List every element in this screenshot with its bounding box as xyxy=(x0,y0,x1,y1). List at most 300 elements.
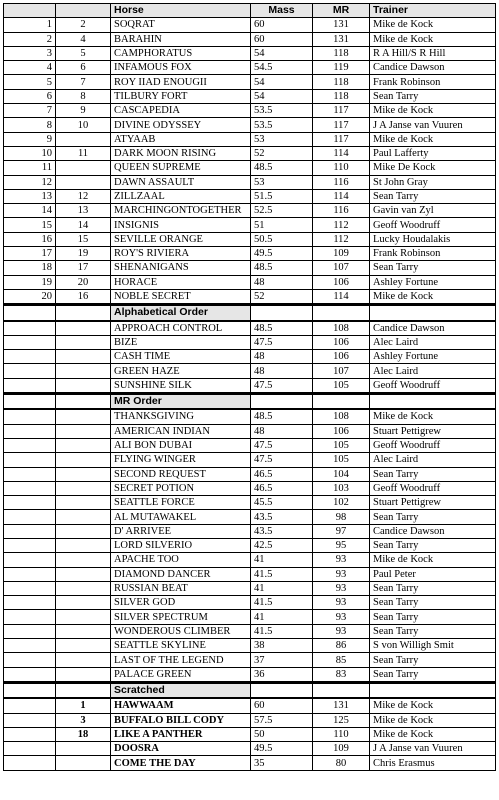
cell-draw xyxy=(56,175,111,189)
cell-trainer: J A Janse van Vuuren xyxy=(370,742,496,756)
cell-mr: 114 xyxy=(313,289,370,304)
cell-draw xyxy=(56,378,111,393)
scratched-row xyxy=(4,698,496,713)
cell-mr: 86 xyxy=(313,639,370,653)
cell-horse: SEVILLE ORANGE xyxy=(111,232,251,246)
cell-draw xyxy=(56,453,111,467)
cell-mr: 107 xyxy=(313,364,370,378)
cell-trainer: R A Hill/S R Hill xyxy=(370,46,496,60)
cell-mass: 53 xyxy=(251,175,313,189)
section-blank xyxy=(56,682,111,698)
cell-horse: DARK MOON RISING xyxy=(111,146,251,160)
cell-horse: SEATTLE FORCE xyxy=(111,496,251,510)
cell-mass: 48.5 xyxy=(251,261,313,275)
cell-mass: 46.5 xyxy=(251,481,313,495)
cell-horse: SEATTLE SKYLINE xyxy=(111,639,251,653)
cell-horse: DOOSRA xyxy=(111,742,251,756)
cell-draw: 19 xyxy=(56,247,111,261)
cell-draw xyxy=(56,161,111,175)
cell-trainer: Alec Laird xyxy=(370,364,496,378)
cell-mr: 119 xyxy=(313,61,370,75)
cell-mr: 116 xyxy=(313,204,370,218)
cell-trainer: Lucky Houdalakis xyxy=(370,232,496,246)
cell-number: 4 xyxy=(4,61,56,75)
cell-mr: 110 xyxy=(313,161,370,175)
cell-number xyxy=(4,409,56,424)
cell-draw xyxy=(56,364,111,378)
cell-trainer: Alec Laird xyxy=(370,335,496,349)
header-draw xyxy=(56,4,111,18)
cell-draw: 7 xyxy=(56,75,111,89)
cell-trainer: Stuart Pettigrew xyxy=(370,424,496,438)
cell-number xyxy=(4,653,56,667)
cell-mass: 52.5 xyxy=(251,204,313,218)
cell-draw xyxy=(56,756,111,770)
cell-trainer: Sean Tarry xyxy=(370,596,496,610)
cell-mass: 53.5 xyxy=(251,118,313,132)
field-row xyxy=(4,118,496,132)
cell-mass: 53 xyxy=(251,132,313,146)
cell-number xyxy=(4,350,56,364)
scratched-section-header xyxy=(4,682,496,698)
cell-mass: 54.5 xyxy=(251,61,313,75)
field-row xyxy=(4,75,496,89)
header-mass: Mass xyxy=(251,4,313,18)
cell-trainer: J A Janse van Vuuren xyxy=(370,118,496,132)
cell-number xyxy=(4,624,56,638)
cell-draw xyxy=(56,567,111,581)
cell-horse: THANKSGIVING xyxy=(111,409,251,424)
cell-draw: 3 xyxy=(56,713,111,727)
cell-mass: 48.5 xyxy=(251,161,313,175)
cell-mr: 93 xyxy=(313,581,370,595)
cell-draw xyxy=(56,596,111,610)
cell-mass: 47.5 xyxy=(251,438,313,452)
cell-draw xyxy=(56,524,111,538)
cell-number: 20 xyxy=(4,289,56,304)
field-row xyxy=(4,61,496,75)
cell-trainer: St John Gray xyxy=(370,175,496,189)
cell-mr: 117 xyxy=(313,118,370,132)
cell-trainer: Geoff Woodruff xyxy=(370,378,496,393)
cell-draw xyxy=(56,639,111,653)
cell-trainer: Paul Lafferty xyxy=(370,146,496,160)
cell-number xyxy=(4,610,56,624)
cell-trainer: Ashley Fortune xyxy=(370,275,496,289)
cell-trainer: Sean Tarry xyxy=(370,89,496,103)
reserve-row xyxy=(4,453,496,467)
cell-horse: WONDEROUS CLIMBER xyxy=(111,624,251,638)
cell-number: 1 xyxy=(4,18,56,32)
cell-number xyxy=(4,667,56,682)
cell-mass: 54 xyxy=(251,46,313,60)
cell-trainer: Ashley Fortune xyxy=(370,350,496,364)
cell-mr: 97 xyxy=(313,524,370,538)
cell-horse: SECRET POTION xyxy=(111,481,251,495)
cell-mr: 118 xyxy=(313,46,370,60)
cell-trainer: Alec Laird xyxy=(370,453,496,467)
reserve-row xyxy=(4,350,496,364)
cell-number xyxy=(4,378,56,393)
cell-mr: 106 xyxy=(313,350,370,364)
cell-mr: 102 xyxy=(313,496,370,510)
cell-draw: 18 xyxy=(56,727,111,741)
cell-number: 14 xyxy=(4,204,56,218)
race-card xyxy=(3,3,496,771)
field-row xyxy=(4,247,496,261)
cell-number xyxy=(4,742,56,756)
cell-mr: 109 xyxy=(313,247,370,261)
cell-number: 7 xyxy=(4,104,56,118)
cell-mr: 93 xyxy=(313,567,370,581)
section-blank xyxy=(56,305,111,321)
cell-mass: 52 xyxy=(251,289,313,304)
cell-number: 10 xyxy=(4,146,56,160)
cell-mr: 85 xyxy=(313,653,370,667)
reserve-row xyxy=(4,639,496,653)
reserve-row xyxy=(4,510,496,524)
cell-horse: HAWWAAM xyxy=(111,698,251,713)
cell-horse: ATYAAB xyxy=(111,132,251,146)
cell-trainer: Mike de Kock xyxy=(370,553,496,567)
cell-mass: 37 xyxy=(251,653,313,667)
cell-horse: INSIGNIS xyxy=(111,218,251,232)
cell-horse: DAWN ASSAULT xyxy=(111,175,251,189)
cell-mass: 48.5 xyxy=(251,409,313,424)
cell-draw xyxy=(56,496,111,510)
reserve-row xyxy=(4,667,496,682)
cell-trainer: Sean Tarry xyxy=(370,538,496,552)
cell-horse: SECOND REQUEST xyxy=(111,467,251,481)
cell-mr: 112 xyxy=(313,218,370,232)
cell-mr: 131 xyxy=(313,32,370,46)
cell-mr: 80 xyxy=(313,756,370,770)
cell-mr: 108 xyxy=(313,409,370,424)
cell-mass: 43.5 xyxy=(251,510,313,524)
cell-horse: NOBLE SECRET xyxy=(111,289,251,304)
header-horse: Horse xyxy=(111,4,251,18)
cell-mass: 47.5 xyxy=(251,378,313,393)
cell-trainer: Sean Tarry xyxy=(370,189,496,203)
cell-number xyxy=(4,467,56,481)
cell-draw: 16 xyxy=(56,289,111,304)
cell-number xyxy=(4,453,56,467)
cell-number: 3 xyxy=(4,46,56,60)
cell-horse: CASH TIME xyxy=(111,350,251,364)
section-blank xyxy=(4,682,56,698)
field-row xyxy=(4,161,496,175)
cell-trainer: Sean Tarry xyxy=(370,467,496,481)
cell-mass: 46.5 xyxy=(251,467,313,481)
reserve-row xyxy=(4,581,496,595)
section-blank xyxy=(251,305,313,321)
cell-number xyxy=(4,424,56,438)
cell-trainer: Mike de Kock xyxy=(370,698,496,713)
cell-mr: 114 xyxy=(313,189,370,203)
cell-number xyxy=(4,364,56,378)
cell-mr: 106 xyxy=(313,335,370,349)
cell-draw xyxy=(56,581,111,595)
cell-horse: INFAMOUS FOX xyxy=(111,61,251,75)
cell-mr: 107 xyxy=(313,261,370,275)
reserve-row xyxy=(4,610,496,624)
scratched-row xyxy=(4,756,496,770)
cell-horse: DIAMOND DANCER xyxy=(111,567,251,581)
section-blank xyxy=(4,394,56,410)
cell-draw: 8 xyxy=(56,89,111,103)
cell-horse: BUFFALO BILL CODY xyxy=(111,713,251,727)
field-row xyxy=(4,261,496,275)
cell-mass: 48.5 xyxy=(251,321,313,336)
cell-draw: 15 xyxy=(56,232,111,246)
cell-mass: 43.5 xyxy=(251,524,313,538)
cell-trainer: Sean Tarry xyxy=(370,624,496,638)
cell-number: 5 xyxy=(4,75,56,89)
cell-mass: 50.5 xyxy=(251,232,313,246)
field-row xyxy=(4,175,496,189)
cell-draw xyxy=(56,510,111,524)
cell-horse: AL MUTAWAKEL xyxy=(111,510,251,524)
cell-mr: 116 xyxy=(313,175,370,189)
cell-horse: SUNSHINE SILK xyxy=(111,378,251,393)
section-blank xyxy=(56,394,111,410)
cell-horse: SHENANIGANS xyxy=(111,261,251,275)
cell-number: 8 xyxy=(4,118,56,132)
cell-draw: 1 xyxy=(56,698,111,713)
cell-mass: 41 xyxy=(251,610,313,624)
cell-draw xyxy=(56,132,111,146)
cell-draw xyxy=(56,409,111,424)
reserve-row xyxy=(4,624,496,638)
reserve-row xyxy=(4,335,496,349)
field-row xyxy=(4,89,496,103)
cell-mass: 47.5 xyxy=(251,453,313,467)
cell-number: 17 xyxy=(4,247,56,261)
cell-number: 2 xyxy=(4,32,56,46)
cell-mr: 118 xyxy=(313,89,370,103)
cell-number: 9 xyxy=(4,132,56,146)
cell-horse: AMERICAN INDIAN xyxy=(111,424,251,438)
cell-mass: 41.5 xyxy=(251,624,313,638)
cell-horse: ROY IIAD ENOUGII xyxy=(111,75,251,89)
cell-horse: SILVER SPECTRUM xyxy=(111,610,251,624)
cell-mr: 105 xyxy=(313,453,370,467)
cell-number xyxy=(4,713,56,727)
cell-number xyxy=(4,524,56,538)
cell-mass: 51 xyxy=(251,218,313,232)
section-blank xyxy=(251,394,313,410)
cell-number xyxy=(4,438,56,452)
mr-order-section-header xyxy=(4,394,496,410)
header-number xyxy=(4,4,56,18)
cell-draw xyxy=(56,742,111,756)
cell-number: 15 xyxy=(4,218,56,232)
cell-mass: 41 xyxy=(251,581,313,595)
cell-mr: 104 xyxy=(313,467,370,481)
field-row xyxy=(4,104,496,118)
reserve-row xyxy=(4,438,496,452)
section-blank xyxy=(370,394,496,410)
cell-draw: 6 xyxy=(56,61,111,75)
cell-horse: BIZE xyxy=(111,335,251,349)
field-row xyxy=(4,218,496,232)
cell-number xyxy=(4,727,56,741)
cell-trainer: Mike de Kock xyxy=(370,713,496,727)
cell-mass: 41 xyxy=(251,553,313,567)
cell-draw xyxy=(56,467,111,481)
scratched-row xyxy=(4,742,496,756)
cell-trainer: Mike de Kock xyxy=(370,32,496,46)
cell-horse: LIKE A PANTHER xyxy=(111,727,251,741)
reserve-row xyxy=(4,378,496,393)
cell-mr: 95 xyxy=(313,538,370,552)
cell-mr: 83 xyxy=(313,667,370,682)
cell-draw xyxy=(56,335,111,349)
field-row xyxy=(4,232,496,246)
cell-trainer: Stuart Pettigrew xyxy=(370,496,496,510)
cell-trainer: Candice Dawson xyxy=(370,61,496,75)
cell-mass: 41.5 xyxy=(251,567,313,581)
cell-trainer: Sean Tarry xyxy=(370,667,496,682)
cell-mass: 48 xyxy=(251,424,313,438)
cell-draw xyxy=(56,321,111,336)
cell-draw xyxy=(56,438,111,452)
cell-mr: 125 xyxy=(313,713,370,727)
reserve-row xyxy=(4,553,496,567)
table-body xyxy=(4,18,496,770)
cell-number xyxy=(4,553,56,567)
cell-number: 19 xyxy=(4,275,56,289)
cell-mass: 49.5 xyxy=(251,742,313,756)
cell-mass: 49.5 xyxy=(251,247,313,261)
cell-draw: 13 xyxy=(56,204,111,218)
cell-mr: 131 xyxy=(313,18,370,32)
cell-horse: APPROACH CONTROL xyxy=(111,321,251,336)
cell-horse: PALACE GREEN xyxy=(111,667,251,682)
cell-number xyxy=(4,510,56,524)
cell-mr: 118 xyxy=(313,75,370,89)
field-row xyxy=(4,18,496,32)
cell-mr: 106 xyxy=(313,275,370,289)
cell-draw: 4 xyxy=(56,32,111,46)
cell-number: 11 xyxy=(4,161,56,175)
cell-horse: HORACE xyxy=(111,275,251,289)
cell-mr: 103 xyxy=(313,481,370,495)
cell-draw xyxy=(56,610,111,624)
cell-mass: 54 xyxy=(251,75,313,89)
reserve-row xyxy=(4,496,496,510)
cell-mass: 60 xyxy=(251,32,313,46)
cell-trainer: S von Willigh Smit xyxy=(370,639,496,653)
cell-trainer: Mike de Kock xyxy=(370,104,496,118)
cell-trainer: Geoff Woodruff xyxy=(370,218,496,232)
cell-number xyxy=(4,335,56,349)
cell-draw: 9 xyxy=(56,104,111,118)
cell-mass: 48 xyxy=(251,275,313,289)
cell-horse: CASCAPEDIA xyxy=(111,104,251,118)
cell-mass: 60 xyxy=(251,18,313,32)
cell-trainer: Mike de Kock xyxy=(370,409,496,424)
cell-number xyxy=(4,756,56,770)
cell-mass: 51.5 xyxy=(251,189,313,203)
scratched-row xyxy=(4,713,496,727)
cell-horse: DIVINE ODYSSEY xyxy=(111,118,251,132)
cell-horse: ALI BON DUBAI xyxy=(111,438,251,452)
cell-mass: 47.5 xyxy=(251,335,313,349)
cell-draw xyxy=(56,653,111,667)
cell-draw: 17 xyxy=(56,261,111,275)
cell-draw xyxy=(56,424,111,438)
cell-number xyxy=(4,698,56,713)
cell-trainer: Sean Tarry xyxy=(370,610,496,624)
cell-draw: 20 xyxy=(56,275,111,289)
cell-mr: 110 xyxy=(313,727,370,741)
cell-trainer: Sean Tarry xyxy=(370,510,496,524)
cell-mass: 50 xyxy=(251,727,313,741)
cell-trainer: Sean Tarry xyxy=(370,261,496,275)
cell-number xyxy=(4,567,56,581)
cell-number: 16 xyxy=(4,232,56,246)
reserve-row xyxy=(4,321,496,336)
race-card-table xyxy=(3,3,496,771)
cell-mr: 108 xyxy=(313,321,370,336)
cell-horse: APACHE TOO xyxy=(111,553,251,567)
cell-mr: 93 xyxy=(313,596,370,610)
scratched-section-title: Scratched xyxy=(111,682,251,698)
cell-mass: 52 xyxy=(251,146,313,160)
cell-draw xyxy=(56,481,111,495)
cell-mr: 131 xyxy=(313,698,370,713)
cell-mr: 117 xyxy=(313,104,370,118)
cell-horse: CAMPHORATUS xyxy=(111,46,251,60)
cell-number: 6 xyxy=(4,89,56,103)
field-row xyxy=(4,146,496,160)
cell-mr: 98 xyxy=(313,510,370,524)
alphabetical-section-title: Alphabetical Order xyxy=(111,305,251,321)
section-blank xyxy=(370,682,496,698)
reserve-row xyxy=(4,409,496,424)
section-blank xyxy=(251,682,313,698)
cell-mr: 106 xyxy=(313,424,370,438)
cell-horse: TILBURY FORT xyxy=(111,89,251,103)
cell-number xyxy=(4,581,56,595)
cell-number xyxy=(4,496,56,510)
cell-mass: 42.5 xyxy=(251,538,313,552)
cell-trainer: Frank Robinson xyxy=(370,75,496,89)
cell-number xyxy=(4,538,56,552)
header-trainer: Trainer xyxy=(370,4,496,18)
cell-draw xyxy=(56,553,111,567)
cell-horse: ZILLZAAL xyxy=(111,189,251,203)
cell-mass: 54 xyxy=(251,89,313,103)
cell-draw xyxy=(56,667,111,682)
cell-mass: 48 xyxy=(251,350,313,364)
cell-trainer: Geoff Woodruff xyxy=(370,438,496,452)
cell-trainer: Sean Tarry xyxy=(370,653,496,667)
cell-trainer: Frank Robinson xyxy=(370,247,496,261)
cell-mass: 60 xyxy=(251,698,313,713)
section-blank xyxy=(4,305,56,321)
cell-mr: 114 xyxy=(313,146,370,160)
cell-horse: RUSSIAN BEAT xyxy=(111,581,251,595)
section-blank xyxy=(370,305,496,321)
cell-number xyxy=(4,481,56,495)
reserve-row xyxy=(4,653,496,667)
cell-horse: D' ARRIVEE xyxy=(111,524,251,538)
cell-horse: QUEEN SUPREME xyxy=(111,161,251,175)
header-row xyxy=(4,4,496,18)
cell-trainer: Mike De Kock xyxy=(370,161,496,175)
